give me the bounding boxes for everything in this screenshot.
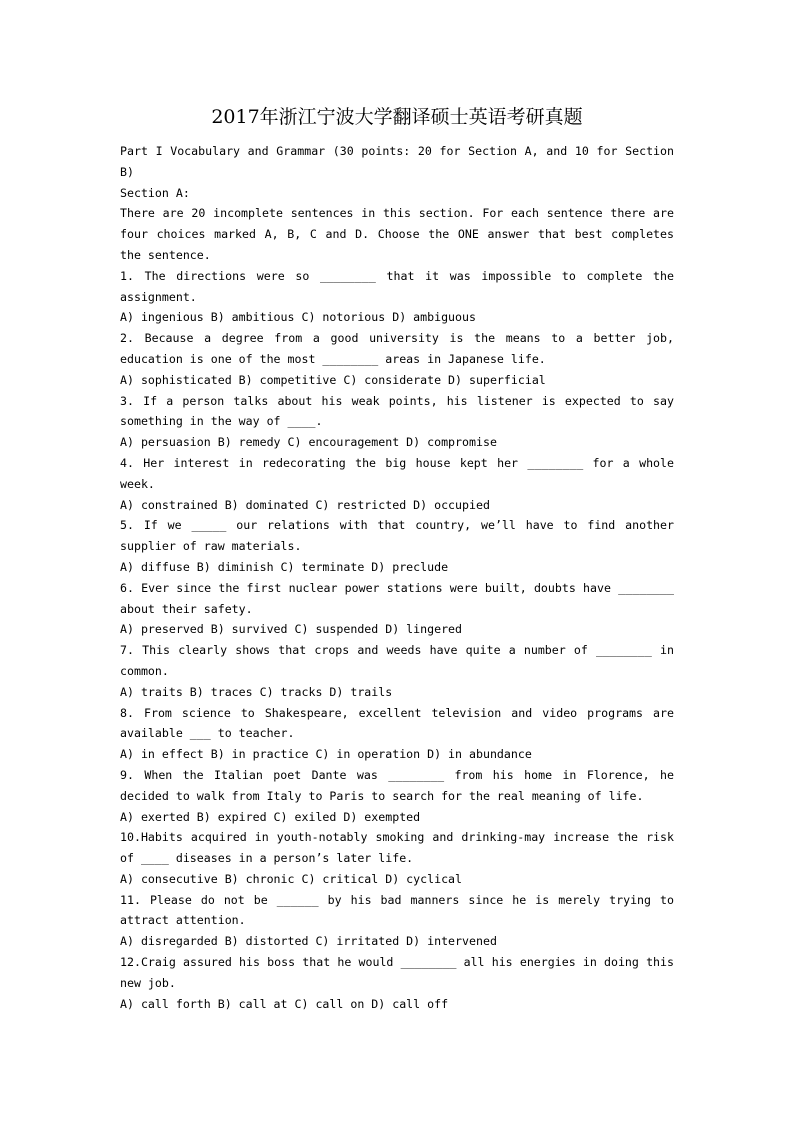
question-options: A) traits B) traces C) tracks D) trails [120,684,393,699]
question-stem: 5. If we _____ our relations with that country, we’ll have to find another supplier of raw materials. [120,518,674,554]
question [120,453,674,515]
question-options: A) persuasion B) remedy C) encouragement D) compromise [120,435,497,450]
question-stem: 9. When the Italian poet Dante was ________ from his home in Florence, he decided to walk from Italy to Paris to search for the real meaning of life. [120,767,674,803]
question [120,765,674,827]
question [120,391,674,453]
question [120,890,674,952]
question-options: A) ingenious B) ambitious C) notorious D) ambiguous [120,310,476,325]
question-stem: 3. If a person talks about his weak points, his listener is expected to say something in the way of ____. [120,393,674,429]
question-stem: 7. This clearly shows that crops and weeds have quite a number of ________ in common. [120,643,674,678]
question [120,827,674,889]
question-stem: 12.Craig assured his boss that he would ________ all his energies in doing this new job. [120,955,674,990]
question [120,328,674,390]
question-stem: 8. From science to Shakespeare, excellent television and video programs are available ___ to teacher. [120,705,674,741]
question [120,578,674,640]
question-options: A) disregarded B) distorted C) irritated D) intervened [120,934,497,949]
question-options: A) constrained B) dominated C) restricted D) occupied [120,497,490,512]
question-options: A) call forth B) call at C) call on D) call off [120,996,449,1011]
question-options: A) exerted B) expired C) exiled D) exempted [120,809,421,824]
question-stem: 11. Please do not be ______ by his bad manners since he is merely trying to attract attention. [120,892,674,928]
question [120,515,674,577]
question-stem: 6. Ever since the first nuclear power stations were built, doubts have ________ about their safety. [120,580,674,616]
instructions: There are 20 incomplete sentences in this section. For each sentence there are four choices marked A, B, C and D. Choose the ONE answer that best completes the sentence. [120,206,674,262]
question [120,640,674,702]
section-heading: Section A: [120,185,190,200]
question-stem: 4. Her interest in redecorating the big house kept her ________ for a whole week. [120,455,674,491]
question-stem: 1. The directions were so ________ that it was impossible to complete the assignment. [120,268,674,304]
question-options: A) preserved B) survived C) suspended D) lingered [120,622,463,637]
question [120,703,674,765]
question-options: A) in effect B) in practice C) in operation D) in abundance [120,747,532,762]
question-options: A) diffuse B) diminish C) terminate D) preclude [120,559,449,574]
question-options: A) consecutive B) chronic C) critical D) cyclical [120,871,463,886]
question-stem: 10.Habits acquired in youth-notably smoking and drinking-may increase the risk of ____ diseases in a person’s later life. [120,830,674,866]
question [120,952,674,1014]
document-body [120,141,674,1014]
question-stem: 2. Because a degree from a good university is the means to a better job, education is one of the most ________ areas in Japanese life. [120,331,674,366]
part-heading: Part I Vocabulary and Grammar (30 points: 20 for Section A, and 10 for Section B) [120,144,674,179]
page-title: 2017年浙江宁波大学翻译硕士英语考研真题 [211,106,583,128]
question [120,266,674,328]
question-options: A) sophisticated B) competitive C) considerate D) superficial [120,372,546,387]
